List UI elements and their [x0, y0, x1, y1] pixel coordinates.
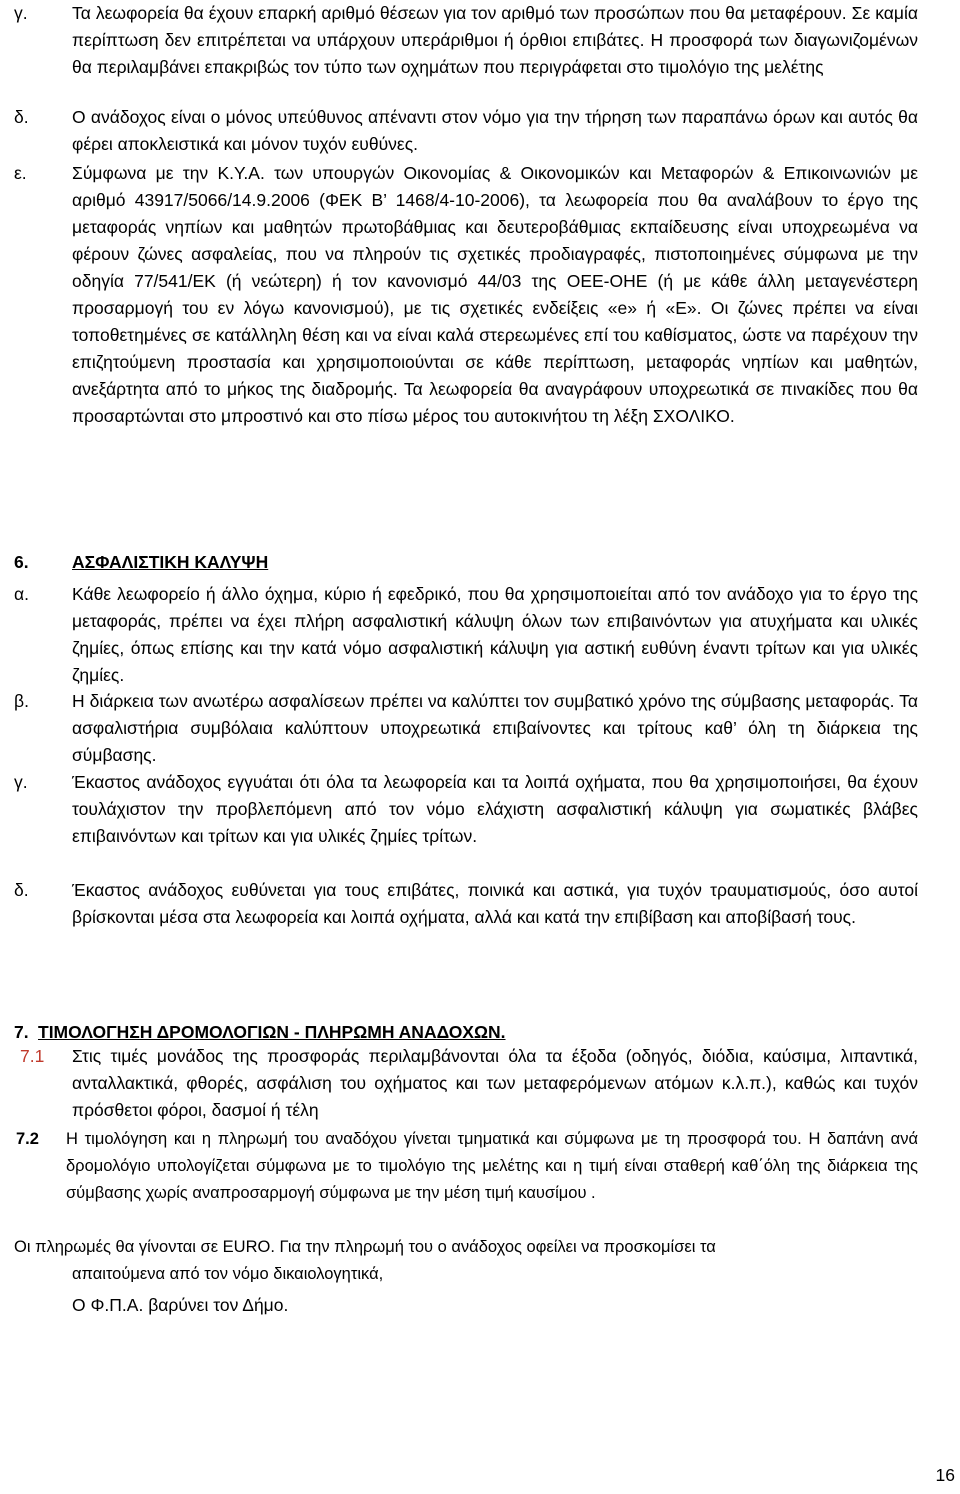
item-text: Ο ανάδοχος είναι ο μόνος υπεύθυνος απέναντι στον νόμο για την τήρηση των παραπάνω όρων και αυτός θα φέρει αποκλειστικά και μόνον τυχόν ευθύνες.: [72, 107, 918, 154]
item-marker: γ.: [14, 772, 28, 792]
item-marker: 7.1: [20, 1046, 45, 1066]
item-text: Έκαστος ανάδοχος εγγυάται ότι όλα τα λεωφορεία και τα λοιπά οχήματα, που θα χρησιμοποιήσει, θα έχουν τουλάχιστον την προβλεπόμενη από τον νόμο ελάχιστη ασφαλιστική κάλυψη για σωματικές βλάβες επιβαινόντων και τρίτων και για υλικές ζημίες τρίτων.: [72, 772, 918, 846]
section-title: ΑΣΦΑΛΙΣΤΙΚΗ ΚΑΛΥΨΗ: [72, 552, 269, 572]
item-marker: α.: [14, 584, 29, 604]
item-marker: γ.: [14, 3, 28, 23]
item-text: Τα λεωφορεία θα έχουν επαρκή αριθμό θέσεων για τον αριθμό των προσώπων που θα μεταφέρουν. Σε καμία περίπτωση δεν επιτρέπεται να υπάρχουν υπεράριθμοι ή όρθιοι επιβάτες. Η προσφορά των διαγωνιζομένων θα περιλαμβάνει επακριβώς τον τύπο των οχημάτων που περιγράφεται στο τιμολόγιο της μελέτης: [72, 3, 918, 77]
section-number: 6.: [14, 552, 29, 572]
section-number: 7.: [14, 1022, 29, 1042]
item-text: Η τιμολόγηση και η πληρωμή του αναδόχου γίνεται τμηματικά και σύμφωνα με τη προσφορά του. Η δαπάνη ανά δρομολόγιο υπολογίζεται σύμφωνα με το τιμολόγιο της μελέτης και η τιμή είναι σταθερή καθ΄όλη της διάρκεια της σύμβασης χωρίς αναπροσαρμογή σύμφωνα με την μέση τιμή καυσίμου .: [66, 1130, 918, 1202]
payment-line: Οι πληρωμές θα γίνονται σε EURO. Για την πληρωμή του ο ανάδοχος οφείλει να προσκομίσει τα: [14, 1238, 716, 1256]
tax-note: Ο Φ.Π.Α. βαρύνει τον Δήμο.: [72, 1295, 289, 1315]
item-marker: 7.2: [16, 1130, 39, 1148]
section-title: ΤΙΜΟΛΟΓΗΣΗ ΔΡΟΜΟΛΟΓΙΩΝ - ΠΛΗΡΩΜΗ ΑΝΑΔΟΧΩΝ.: [38, 1022, 506, 1042]
item-marker: ε.: [14, 163, 27, 183]
item-text: Σύμφωνα με την Κ.Υ.Α. των υπουργών Οικονομίας & Οικονομικών και Μεταφορών & Επικοινωνιών με αριθμό 43917/5066/14.9.2006 (ΦΕΚ Β’ 1468/4-10-2006), τα λεωφορεία που θα αναλάβουν το έργο της μεταφοράς νηπίων και μαθητών πρωτοβάθμιας και δευτεροβάθμιας εκπαίδευσης είναι υποχρεωμένα να φέρουν ζώνες ασφαλείας, που να πληρούν τις σχετικές προδιαγραφές, πιστοποιημένες σύμφωνα με την οδηγία 77/541/ΕΚ (ή νεώτερη) ή τον κανονισμό 44/03 της ΟΕΕ-ΟΗΕ (ή με κάθε άλλη μεταγενέστερη προσαρμογή του εν λόγω κανονισμού), με τις σχετικές ενδείξεις «e» ή «Ε». Οι ζώνες πρέπει να είναι τοποθετημένες σε κατάλληλη θέση και να είναι καλά στερεωμένες επί του καθίσματος, ώστε να παρέχουν την επιζητούμενη προστασία και χρησιμοποιούνται σε κάθε περίπτωση, μεταφοράς νηπίων και μαθητών, ανεξάρτητα από το μήκος της διαδρομής. Τα λεωφορεία θα αναγράφουν υποχρεωτικά σε πινακίδες που θα προσαρτώνται στο μπροστινό και στο πίσω μέρος του αυτοκινήτου τη λέξη ΣΧΟΛΙΚΟ.: [72, 163, 918, 426]
item-marker: δ.: [14, 880, 29, 900]
payment-line: απαιτούμενα από τον νόμο δικαιολογητικά,: [72, 1265, 384, 1283]
section-7-heading: [14, 1019, 506, 1046]
item-text: Η διάρκεια των ανωτέρω ασφαλίσεων πρέπει να καλύπτει τον συμβατικό χρόνο της σύμβασης μεταφοράς. Τα ασφαλιστήρια συμβόλαια καλύπτουν υποχρεωτικά επιβαίνοντες και τρίτους καθ’ όλη τη διάρκεια της σύμβασης.: [72, 691, 918, 765]
item-text: Έκαστος ανάδοχος ευθύνεται για τους επιβάτες, ποινικά και αστικά, για τυχόν τραυματισμούς, όσο αυτοί βρίσκονται μέσα στα λεωφορεία και λοιπά οχήματα, αλλά και κατά την επιβίβαση και αποβίβασή τους.: [72, 880, 918, 927]
section-6-heading: [14, 549, 269, 576]
page-number: 16: [935, 1465, 955, 1485]
item-text: Στις τιμές μονάδος της προσφοράς περιλαμβάνονται όλα τα έξοδα (οδηγός, διόδια, καύσιμα, λιπαντικά, ανταλλακτικά, φθορές, ασφάλιση του οχήματος και των μεταφερόμενων ατόμων κ.λ.π.), καθώς και τυχόν πρόσθετοι φόροι, δασμοί ή τέλη: [72, 1046, 918, 1120]
item-marker: β.: [14, 691, 29, 711]
item-marker: δ.: [14, 107, 29, 127]
item-text: Κάθε λεωφορείο ή άλλο όχημα, κύριο ή εφεδρικό, που θα χρησιμοποιείται από τον ανάδοχο για το έργο της μεταφοράς, πρέπει να έχει πλήρη ασφαλιστική κάλυψη όλων των επιβαινόντων για ατυχήματα και υλικές ζημίες, όπως επίσης και την κατά νόμο ασφαλιστική κάλυψη για αστική ευθύνη έναντι τρίτων και για υλικές ζημίες.: [72, 584, 918, 685]
